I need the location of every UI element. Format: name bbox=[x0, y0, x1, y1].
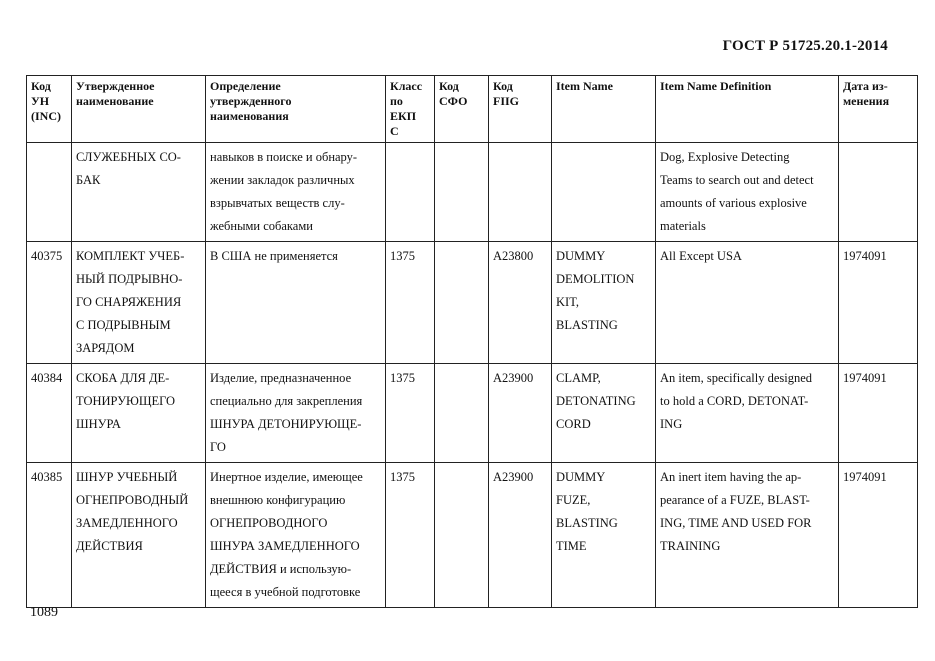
cell-item-name: DUMMY FUZE, BLASTING TIME bbox=[552, 463, 656, 608]
cell-inc bbox=[27, 143, 72, 242]
header-fiig: Код FIIG bbox=[489, 76, 552, 143]
table-row bbox=[27, 242, 918, 364]
header-sfo: Код СФО bbox=[435, 76, 489, 143]
cell-class: 1375 bbox=[386, 463, 435, 608]
cell-item-definition: An inert item having the ap- pearance of a FUZE, BLAST- ING, TIME AND USED FOR TRAINING bbox=[656, 463, 839, 608]
cell-approved-name: СЛУЖЕБНЫХ СО- БАК bbox=[72, 143, 206, 242]
header-approved-name: Утвержденное наименование bbox=[72, 76, 206, 143]
cell-fiig: A23900 bbox=[489, 463, 552, 608]
header-class: Класс по ЕКП С bbox=[386, 76, 435, 143]
cell-change-date bbox=[839, 143, 918, 242]
cell-fiig: A23900 bbox=[489, 364, 552, 463]
cell-approved-name: КОМПЛЕКТ УЧЕБ- НЫЙ ПОДРЫВНО- ГО СНАРЯЖЕНИЯ С ПОДРЫВНЫМ ЗАРЯДОМ bbox=[72, 242, 206, 364]
cell-approved-name: СКОБА ДЛЯ ДЕ- ТОНИРУЮЩЕГО ШНУРА bbox=[72, 364, 206, 463]
table-row bbox=[27, 143, 918, 242]
header-inc: Код УН (INC) bbox=[27, 76, 72, 143]
cell-item-definition: All Except USA bbox=[656, 242, 839, 364]
cell-item-name bbox=[552, 143, 656, 242]
cell-fiig: A23800 bbox=[489, 242, 552, 364]
cell-inc: 40375 bbox=[27, 242, 72, 364]
header-item-name: Item Name bbox=[552, 76, 656, 143]
header-item-name-definition: Item Name Definition bbox=[656, 76, 839, 143]
cell-sfo bbox=[435, 364, 489, 463]
cell-inc: 40385 bbox=[27, 463, 72, 608]
cell-definition: В США не применяется bbox=[206, 242, 386, 364]
cell-class: 1375 bbox=[386, 242, 435, 364]
page-number: 1089 bbox=[30, 605, 58, 620]
cell-change-date: 1974091 bbox=[839, 364, 918, 463]
catalog-table bbox=[26, 75, 918, 608]
cell-change-date: 1974091 bbox=[839, 242, 918, 364]
cell-item-name: CLAMP, DETONATING CORD bbox=[552, 364, 656, 463]
cell-class: 1375 bbox=[386, 364, 435, 463]
cell-definition: Изделие, предназначенное специально для закрепления ШНУРА ДЕТОНИРУЮЩЕ- ГО bbox=[206, 364, 386, 463]
cell-sfo bbox=[435, 143, 489, 242]
table-row bbox=[27, 364, 918, 463]
cell-fiig bbox=[489, 143, 552, 242]
cell-definition: Инертное изделие, имеющее внешнюю конфигурацию ОГНЕПРОВОДНОГО ШНУРА ЗАМЕДЛЕННОГО ДЕЙСТВИЯ и использую- щееся в учебной подготовке bbox=[206, 463, 386, 608]
cell-sfo bbox=[435, 242, 489, 364]
cell-class bbox=[386, 143, 435, 242]
cell-sfo bbox=[435, 463, 489, 608]
cell-change-date: 1974091 bbox=[839, 463, 918, 608]
cell-item-name: DUMMY DEMOLITION KIT, BLASTING bbox=[552, 242, 656, 364]
cell-item-definition: Dog, Explosive Detecting Teams to search out and detect amounts of various explosive materials bbox=[656, 143, 839, 242]
table-header-row bbox=[27, 76, 918, 143]
header-definition: Определение утвержденного наименования bbox=[206, 76, 386, 143]
document-title: ГОСТ Р 51725.20.1-2014 bbox=[722, 38, 888, 54]
header-change-date: Дата из- менения bbox=[839, 76, 918, 143]
table-row bbox=[27, 463, 918, 608]
cell-item-definition: An item, specifically designed to hold a CORD, DETONAT- ING bbox=[656, 364, 839, 463]
cell-inc: 40384 bbox=[27, 364, 72, 463]
cell-approved-name: ШНУР УЧЕБНЫЙ ОГНЕПРОВОДНЫЙ ЗАМЕДЛЕННОГО ДЕЙСТВИЯ bbox=[72, 463, 206, 608]
cell-definition: навыков в поиске и обнару- жении закладок различных взрывчатых веществ слу- жебными собаками bbox=[206, 143, 386, 242]
